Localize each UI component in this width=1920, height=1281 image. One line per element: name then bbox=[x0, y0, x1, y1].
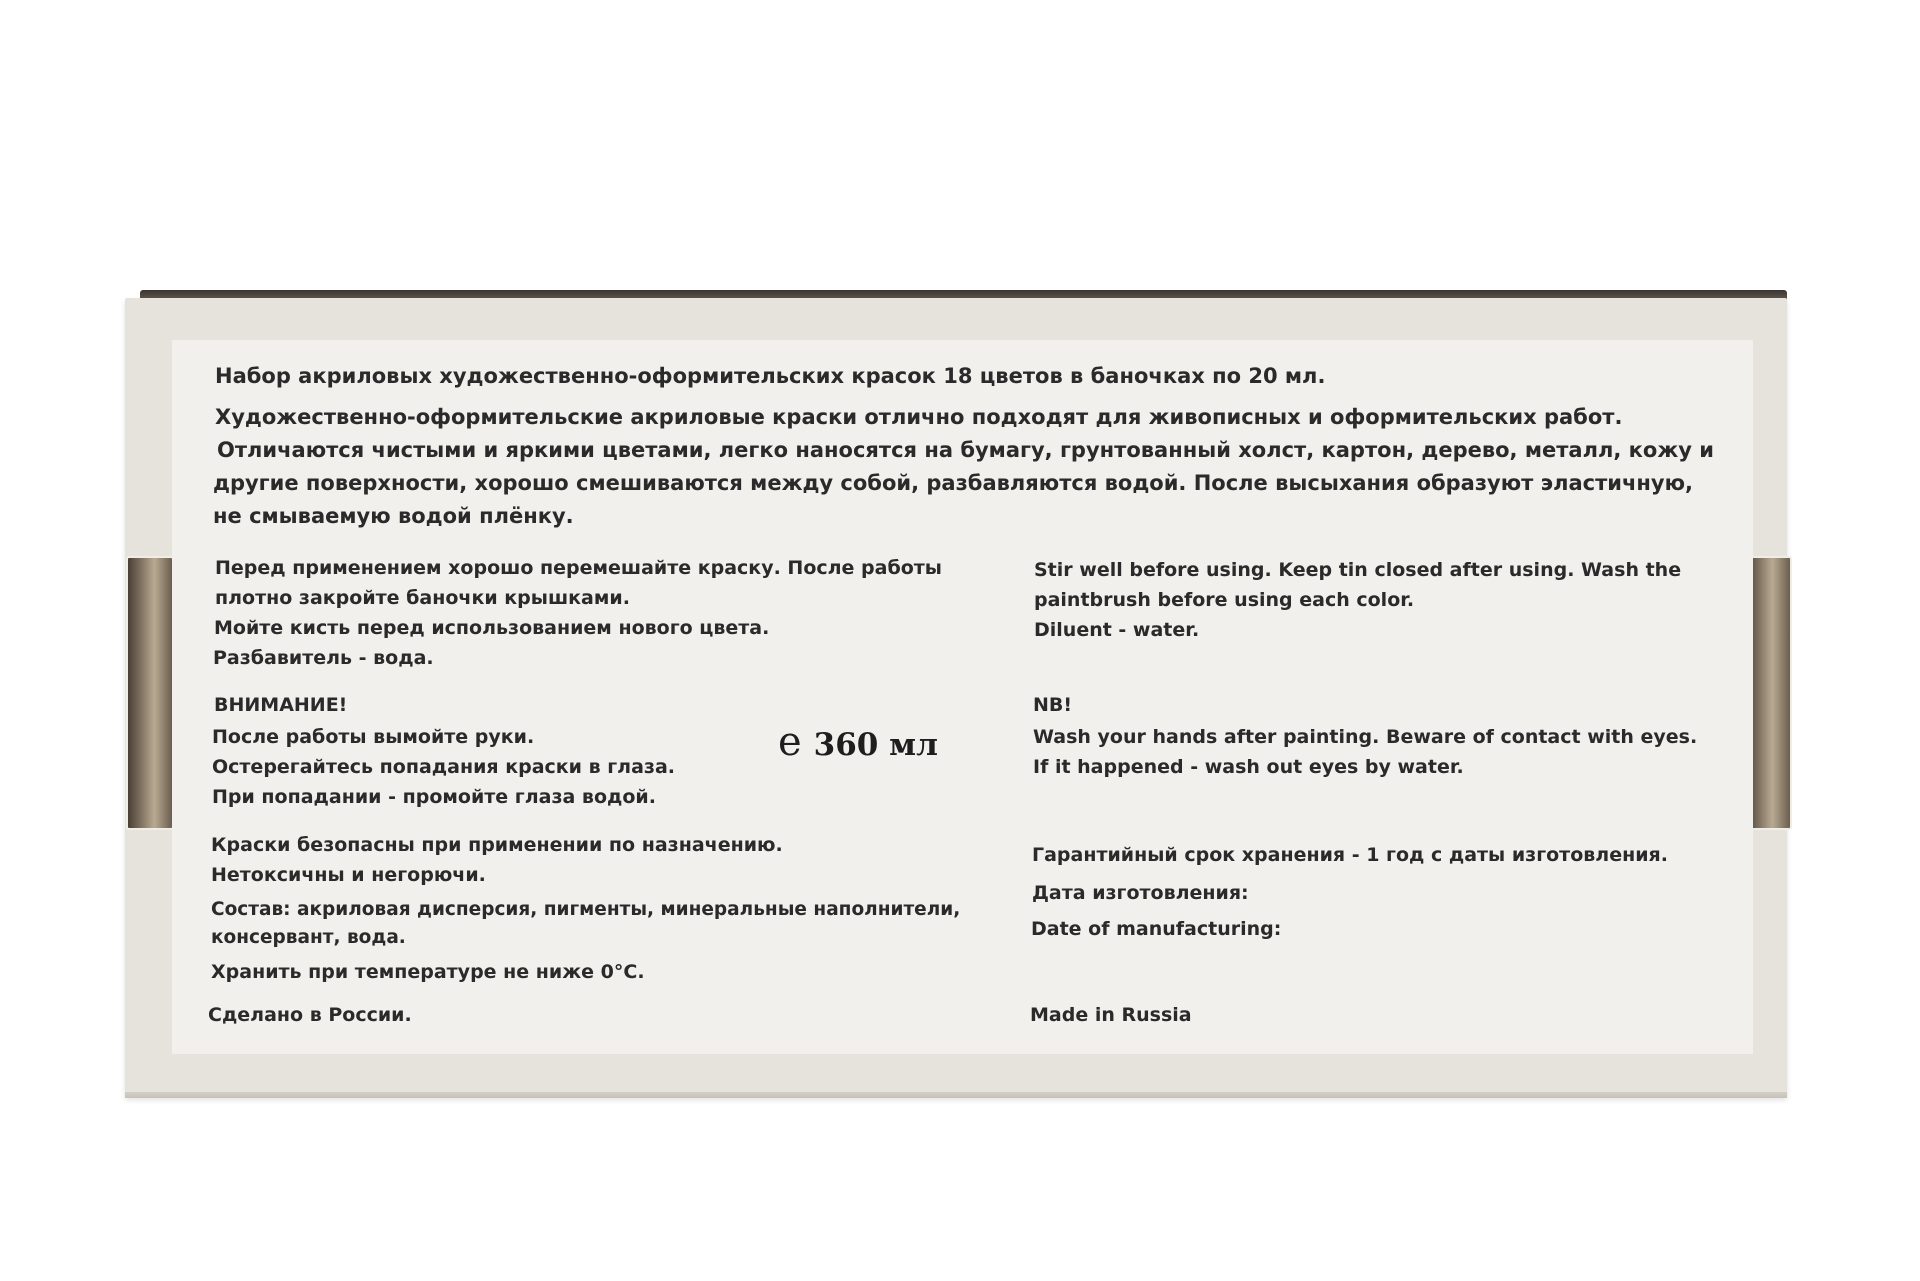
estimated-sign: e bbox=[778, 719, 802, 765]
ru-safety-line-1: Краски безопасны при применении по назначению. bbox=[211, 834, 783, 856]
storage-temperature: Хранить при температуре не ниже 0°C. bbox=[211, 961, 645, 983]
intro-line-4: не смываемую водой плёнку. bbox=[213, 504, 574, 528]
ru-warning-line-3: При попадании - промойте глаза водой. bbox=[212, 786, 656, 808]
manufacture-date-ru: Дата изготовления: bbox=[1032, 882, 1249, 904]
ru-usage-line-2: плотно закройте баночки крышками. bbox=[215, 587, 630, 609]
ru-usage-line-4: Разбавитель - вода. bbox=[213, 647, 434, 669]
composition-line-2: консервант, вода. bbox=[211, 927, 406, 948]
left-box-handle-slot bbox=[126, 556, 174, 830]
ru-usage-line-1: Перед применением хорошо перемешайте краску. После работы bbox=[215, 557, 942, 579]
ru-warning-line-1: После работы вымойте руки. bbox=[212, 726, 535, 748]
made-in-russia-ru: Сделано в России. bbox=[208, 1004, 412, 1026]
ru-safety-line-2: Нетоксичны и негорючи. bbox=[211, 864, 486, 886]
en-warning-line-2: If it happened - wash out eyes by water. bbox=[1033, 756, 1464, 778]
product-title: Набор акриловых художественно-оформительских красок 18 цветов в баночках по 20 мл. bbox=[215, 364, 1326, 388]
ru-usage-line-3: Мойте кисть перед использованием нового цвета. bbox=[214, 617, 770, 639]
en-warning-title: NB! bbox=[1033, 694, 1073, 716]
ru-warning-line-2: Остерегайтесь попадания краски в глаза. bbox=[212, 756, 675, 778]
intro-line-3: другие поверхности, хорошо смешиваются между собой, разбавляются водой. После высыхания образуют эластичную, bbox=[213, 471, 1693, 495]
composition-line-1: Состав: акриловая дисперсия, пигменты, минеральные наполнители, bbox=[211, 899, 961, 920]
en-usage-line-1: Stir well before using. Keep tin closed after using. Wash the bbox=[1034, 559, 1682, 581]
manufacture-date-en: Date of manufacturing: bbox=[1031, 918, 1282, 940]
net-volume-value: 360 мл bbox=[813, 727, 938, 763]
net-volume bbox=[778, 719, 938, 765]
en-usage-line-2: paintbrush before using each color. bbox=[1034, 589, 1415, 611]
ru-warning-title: ВНИМАНИЕ! bbox=[214, 694, 348, 716]
intro-line-1: Художественно-оформительские акриловые краски отлично подходят для живописных и оформительских работ. bbox=[215, 405, 1623, 429]
en-usage-line-3: Diluent - water. bbox=[1034, 619, 1200, 641]
box-bottom-edge bbox=[125, 1092, 1787, 1098]
en-warning-line-1: Wash your hands after painting. Beware of contact with eyes. bbox=[1033, 726, 1698, 748]
intro-line-2: Отличаются чистыми и яркими цветами, легко наносятся на бумагу, грунтованный холст, картон, дерево, металл, кожу и bbox=[217, 438, 1714, 462]
shelf-life: Гарантийный срок хранения - 1 год с даты изготовления. bbox=[1032, 844, 1668, 866]
made-in-russia-en: Made in Russia bbox=[1030, 1004, 1192, 1026]
